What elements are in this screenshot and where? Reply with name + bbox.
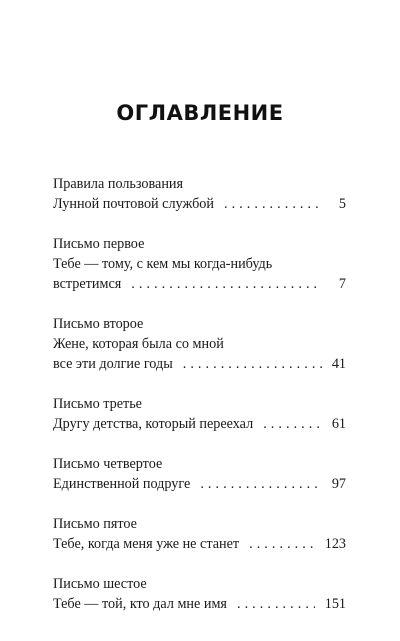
toc-entry-final-line [53, 594, 346, 614]
toc-leader-dots [224, 194, 322, 214]
toc-entry-final-line [53, 354, 346, 374]
toc-entry-final-line [53, 474, 346, 494]
toc-entry-title: Другу детства, который переехал [53, 416, 254, 432]
toc-entry [53, 234, 346, 294]
toc-entry-line: Письмо третье [53, 396, 142, 412]
toc-leader-dots [237, 594, 315, 614]
toc-entry [53, 514, 346, 554]
toc-entry-line: Правила пользования [53, 176, 184, 192]
toc-entry-final-line [53, 414, 346, 434]
toc-entry-final-line [53, 274, 346, 294]
toc-entry-line: Жене, которая была со мной [53, 336, 224, 352]
toc-leader-dots [131, 274, 322, 294]
toc-entry [53, 394, 346, 434]
toc-entry-title: встретимся [53, 276, 122, 292]
toc-entry [53, 454, 346, 494]
toc-entry-title: Единственной подруге [53, 476, 191, 492]
toc-entry-line: Письмо первое [53, 236, 145, 252]
toc-page-number: 97 [331, 476, 346, 492]
toc-page-number: 7 [338, 276, 346, 292]
toc-leader-dots [263, 414, 322, 434]
toc-page-number: 41 [331, 356, 346, 372]
toc-page-number: 5 [338, 196, 346, 212]
toc-page-number: 151 [324, 596, 346, 612]
toc-entry-title: Тебе — той, кто дал мне имя [53, 596, 227, 612]
toc-entry-line: Письмо шестое [53, 576, 147, 592]
toc-entry-line: Письмо пятое [53, 516, 137, 532]
toc-entry-title: Лунной почтовой службой [53, 196, 214, 212]
toc-entry-line: Письмо второе [53, 316, 144, 332]
toc-entry-line: Тебе — тому, с кем мы когда-нибудь [53, 256, 273, 272]
toc-leader-dots [200, 474, 321, 494]
toc-list [53, 174, 346, 634]
toc-entry-title: Тебе, когда меня уже не станет [53, 536, 240, 552]
toc-entry [53, 314, 346, 374]
toc-page-number: 123 [324, 536, 346, 552]
toc-heading: ОГЛАВЛЕНИЕ [116, 101, 284, 125]
toc-entry-final-line [53, 534, 346, 554]
toc-entry-title: все эти долгие годы [53, 356, 173, 372]
toc-entry [53, 174, 346, 214]
toc-entry-final-line [53, 194, 346, 214]
toc-entry-line: Письмо четвертое [53, 456, 163, 472]
toc-leader-dots [249, 534, 315, 554]
toc-leader-dots [183, 354, 322, 374]
toc-page-number: 61 [331, 416, 346, 432]
toc-entry [53, 574, 346, 614]
